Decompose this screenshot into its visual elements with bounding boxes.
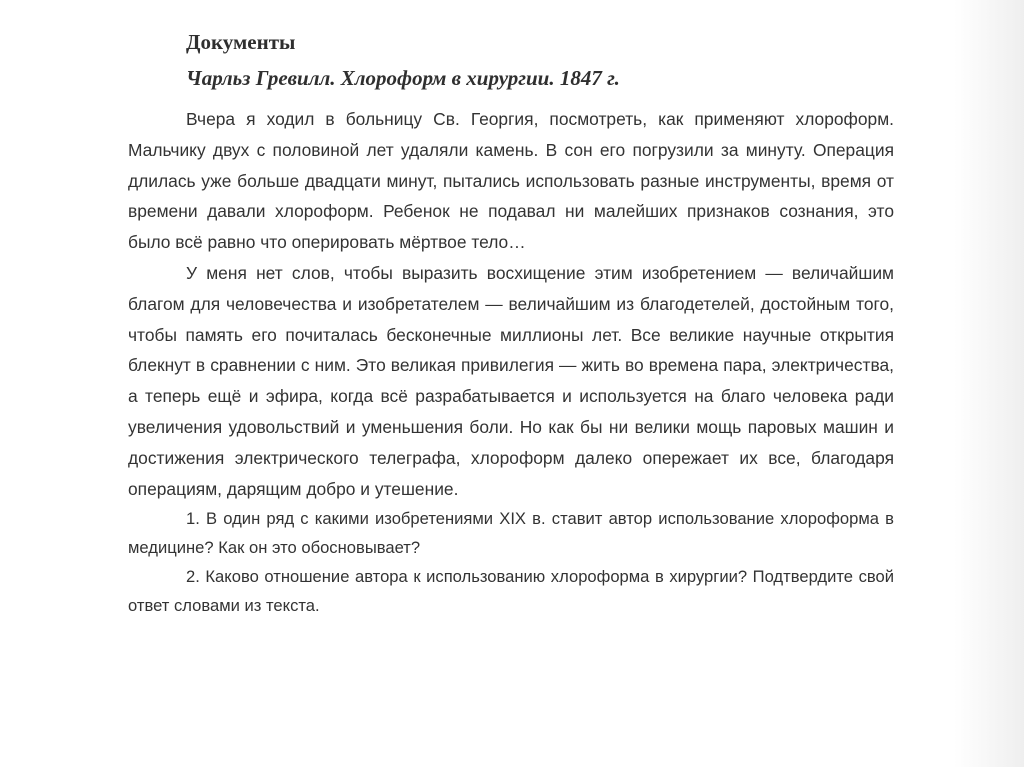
question-2: 2. Каково отношение автора к использованию хлороформа в хирургии? Подтвердите свой ответ словами из текста. xyxy=(128,567,894,616)
question-1: 1. В один ряд с какими изобретениями XIX в. ставит автор использование хлороформа в медицине? Как он это обосновывает? xyxy=(128,509,894,558)
paragraph-admiration: У меня нет слов, чтобы выразить восхищение этим изобретением — величайшим благом для человечества и изобретателем — величайшим из благодетелей, достойным того, чтобы память его почиталась бесконечные миллионы лет. Все великие научные открытия блекнут в сравнении с ним. Это великая привилегия — жить во времена пара, электричества, а теперь ещё и эфира, когда всё разрабатывается и используется на благо человека ради увеличения удовольствий и уменьшения боли. Но как бы ни велики мощь паровых машин и достижения электрического телеграфа, хлороформ далеко опережает их все, благодаря операциям, дарящим добро и утешение. xyxy=(128,262,894,499)
section-title: Документы xyxy=(186,30,296,54)
paragraph-hospital-visit: Вчера я ходил в больницу Св. Георгия, посмотреть, как применяют хлороформ. Мальчику двух с половиной лет удаляли камень. В сон его погрузили за минуту. Операция длилась уже больше двадцати минут, пытались использовать разные инструменты, время от времени давали хлороформ. Ребенок не подавал ни малейших признаков сознания, это было всё равно что оперировать мёртвое тело… xyxy=(128,109,894,253)
document-title: Чарльз Гревилл. Хлороформ в хирургии. 1847 г. xyxy=(186,66,620,90)
questions-list xyxy=(128,504,894,620)
document-page xyxy=(128,26,894,620)
page-edge-shadow xyxy=(954,0,1024,767)
